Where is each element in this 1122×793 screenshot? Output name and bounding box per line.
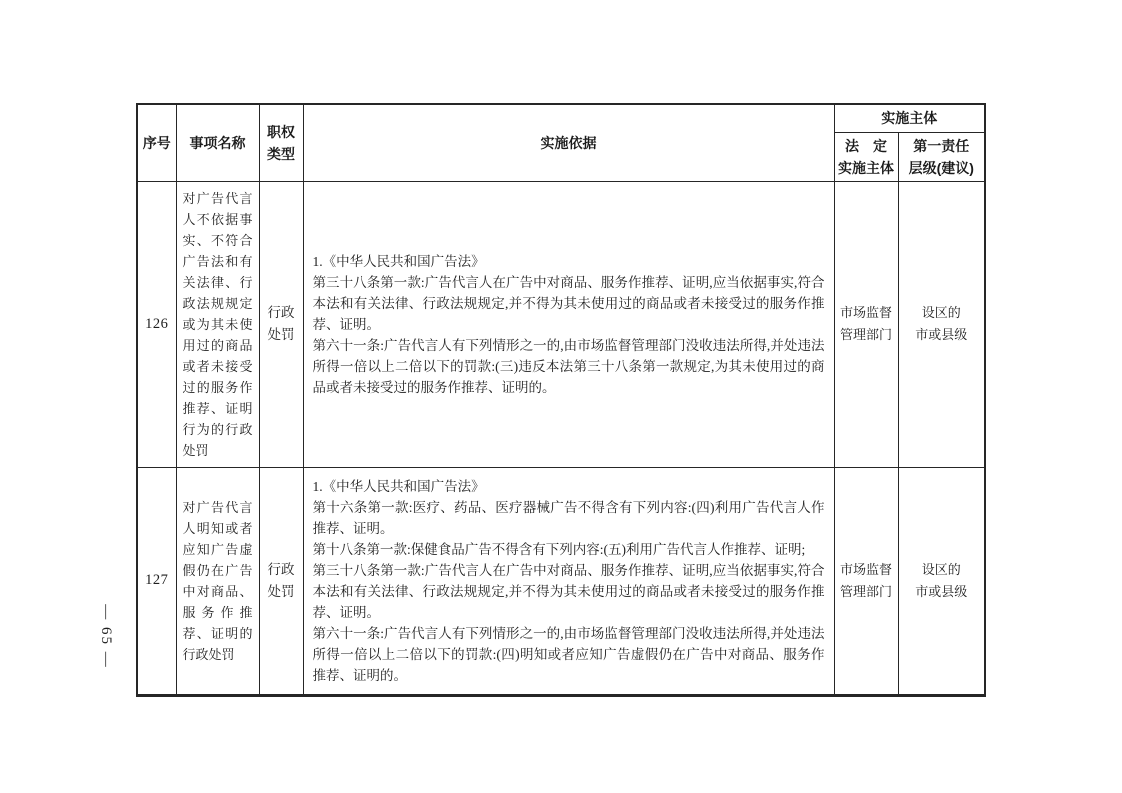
header-item-name: 事项名称 <box>176 104 259 181</box>
responsibility-line1: 设区的 <box>921 305 961 320</box>
legal-subject-line1: 市场监督 <box>839 305 892 320</box>
header-responsibility-line2: 层级(建议) <box>908 159 974 176</box>
authority-type: 行政处罚 <box>259 467 303 695</box>
page-number-container <box>84 594 126 678</box>
responsibility-line2: 市或县级 <box>915 583 968 599</box>
header-legal-subject-line2: 实施主体 <box>838 159 894 176</box>
responsibility-level <box>898 181 985 467</box>
legal-subject-line2: 管理部门 <box>839 583 892 599</box>
legal-subject-line1: 市场监督 <box>839 561 892 577</box>
legal-subject-line2: 管理部门 <box>839 327 892 342</box>
basis-paragraph: 第六十一条:广告代言人有下列情形之一的,由市场监督管理部门没收违法所得,并处违法所得一倍以上二倍以下的罚款:(四)明知或者应知广告虚假仍在广告中对商品、服务作推荐、证明的。 <box>312 625 825 683</box>
responsibility-level <box>898 467 985 695</box>
table-header <box>137 104 985 181</box>
basis-paragraph: 第十六条第一款:医疗、药品、医疗器械广告不得含有下列内容:(四)利用广告代言人作推荐、证明。 <box>312 499 825 536</box>
header-authority-type-line2: 类型 <box>267 145 295 162</box>
basis-paragraph: 第三十八条第一款:广告代言人在广告中对商品、服务作推荐、证明,应当依据事实,符合本法和有关法律、行政法规规定,并不得为其未使用过的商品或者未接受过的服务作推荐、证明。 <box>312 562 825 620</box>
serial-number: 126 <box>137 181 176 467</box>
table-row-127 <box>137 467 985 695</box>
header-responsibility-level <box>898 132 985 181</box>
header-subject-group: 实施主体 <box>834 104 985 132</box>
basis-paragraph: 第十八条第一款:保健食品广告不得含有下列内容:(五)利用广告代言人作推荐、证明; <box>312 541 806 557</box>
responsibility-line1: 设区的 <box>921 561 961 577</box>
header-authority-type <box>259 104 303 181</box>
basis-paragraph: 1.《中华人民共和国广告法》 <box>312 478 485 494</box>
item-name: 对广告代言人明知或者应知广告虚假仍在广告中对商品、服务作推荐、证明的行政处罚 <box>176 467 259 695</box>
header-basis: 实施依据 <box>303 104 834 181</box>
authority-items-table <box>136 103 986 697</box>
header-legal-subject <box>834 132 898 181</box>
legal-implementation-subject <box>834 467 898 695</box>
header-legal-subject-line1: 法 定 <box>845 137 887 154</box>
basis-paragraph: 1.《中华人民共和国广告法》 <box>312 253 485 269</box>
legal-implementation-subject <box>834 181 898 467</box>
table-row-126 <box>137 181 985 467</box>
basis-paragraph: 第三十八条第一款:广告代言人在广告中对商品、服务作推荐、证明,应当依据事实,符合本法和有关法律、行政法规规定,并不得为其未使用过的商品或者未接受过的服务作推荐、证明。 <box>312 274 825 332</box>
page-number: — 65 — <box>97 603 114 669</box>
table-body <box>137 181 985 695</box>
implementation-basis <box>303 467 834 695</box>
responsibility-line2: 市或县级 <box>915 327 968 342</box>
header-responsibility-line1: 第一责任 <box>913 137 970 154</box>
basis-paragraph: 第六十一条:广告代言人有下列情形之一的,由市场监督管理部门没收违法所得,并处违法所得一倍以上二倍以下的罚款:(三)违反本法第三十八条第一款规定,为其未使用过的商品或者未接受过的服务作推荐、证明的。 <box>312 337 825 395</box>
header-authority-type-line1: 职权 <box>267 123 295 140</box>
authority-type: 行政处罚 <box>259 181 303 467</box>
serial-number: 127 <box>137 467 176 695</box>
item-name: 对广告代言人不依据事实、不符合广告法和有关法律、行政法规规定或为其未使用过的商品或者未接受过的服务作推荐、证明行为的行政处罚 <box>176 181 259 467</box>
implementation-basis <box>303 181 834 467</box>
header-serial: 序号 <box>137 104 176 181</box>
